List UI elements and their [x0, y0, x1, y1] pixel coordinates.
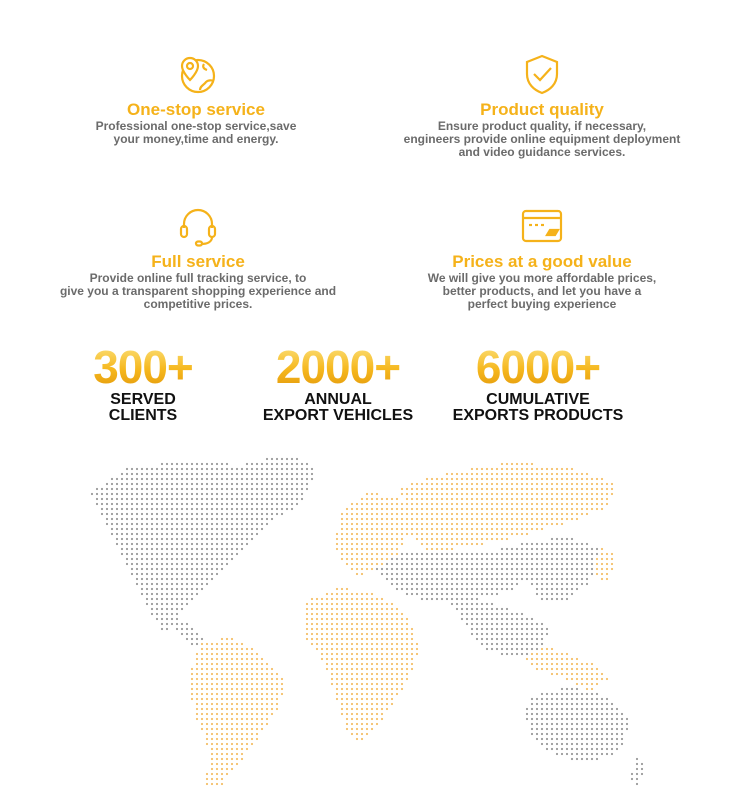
stat-exports-products [448, 341, 628, 424]
feature-full-service [52, 204, 344, 311]
world-map-illustration [70, 452, 670, 800]
headset-icon [176, 204, 220, 248]
stat-served-clients [73, 341, 213, 424]
feature-title: Product quality [480, 100, 604, 119]
feature-description: We will give you more affordable prices, better products, and let you have a perfect buying experience [427, 271, 657, 311]
stat-value: 2000+ [248, 344, 428, 390]
feature-description: Professional one-stop service,save your money,time and energy. [95, 119, 297, 146]
feature-title: Full service [151, 252, 245, 271]
stat-value: 6000+ [448, 344, 628, 390]
stat-export-vehicles [248, 341, 428, 424]
feature-description: Provide online full tracking service, to give you a transparent shopping experience and competitive prices. [59, 271, 337, 311]
stat-label: SERVED CLIENTS [108, 391, 178, 424]
stat-label: CUMULATIVE EXPORTS PRODUCTS [452, 391, 624, 424]
feature-product-quality [392, 52, 692, 159]
map-globe-icon [174, 52, 218, 96]
feature-good-value [412, 204, 672, 311]
feature-one-stop [60, 52, 332, 146]
shield-check-icon [520, 52, 564, 96]
feature-title: Prices at a good value [452, 252, 632, 271]
stat-value: 300+ [73, 344, 213, 390]
stat-label: ANNUAL EXPORT VEHICLES [262, 391, 414, 424]
feature-title: One-stop service [127, 100, 265, 119]
feature-description: Ensure product quality, if necessary, engineers provide online equipment deployment and video guidance services. [403, 119, 681, 159]
payment-card-icon [520, 204, 564, 248]
